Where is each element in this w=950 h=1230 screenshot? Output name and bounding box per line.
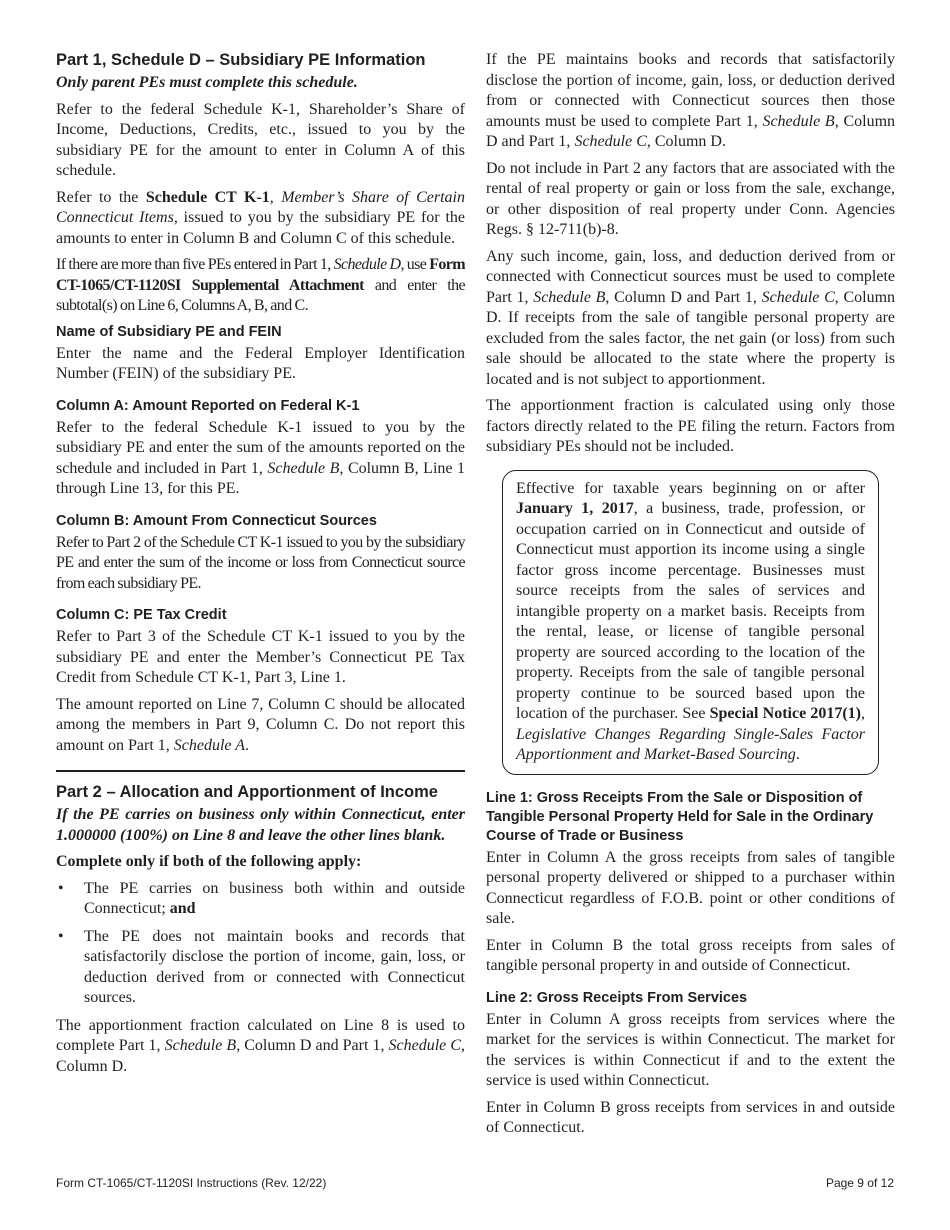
bullet-icon: • [58, 927, 64, 945]
footer-form-name: Form CT-1065/CT-1120SI Instructions (Rev. 12/22) [56, 1176, 327, 1190]
part-2-heading: Part 2 – Allocation and Apportionment of Income [56, 783, 438, 801]
schedule-d-paragraph-1: Refer to the federal Schedule K-1, Shareholder’s Share of Income, Deductions, Credits, etc., issued to you by the subsidiary PE for the amount to enter in Column A of this schedule. [56, 100, 465, 179]
footer-page-number: Page 9 of 12 [825, 1176, 894, 1190]
column-c-heading: Column C: PE Tax Credit [56, 607, 227, 623]
left-column [56, 50, 465, 1083]
line-1-paragraph-2: Enter in Column B the total gross receipts from sales of tangible personal property in and outside of Connecticut. [486, 936, 895, 974]
part-2-condition-label: Complete only if both of the following apply: [56, 853, 362, 870]
column-b-heading: Column B: Amount From Connecticut Sources [56, 512, 377, 529]
schedule-d-heading: Part 1, Schedule D – Subsidiary PE Information [56, 51, 426, 69]
part-2-condition-list [56, 879, 465, 1009]
apportionment-fraction-paragraph: The apportionment fraction is calculated using only those factors directly related to the PE filing the return. Factors from subsidiary PEs should not be included. [486, 397, 895, 455]
column-c-paragraph-1: Refer to Part 3 of the Schedule CT K-1 issued to you by the subsidiary PE and enter the Member’s Connecticut PE Tax Credit from Schedule CT K-1, Part 3, Line 1. [56, 628, 465, 686]
part-2-paragraph: The apportionment fraction calculated on Line 8 is used to complete Part 1, Schedule B, Column D and Part 1, Schedule C, Column D. [56, 1016, 466, 1075]
schedule-d-requirement: Only parent PEs must complete this schedule. [56, 74, 358, 91]
notice-box [502, 470, 879, 775]
section-divider [56, 770, 465, 772]
schedule-d-paragraph-2: Refer to the Schedule CT K-1, Member’s Share of Certain Connecticut Items, issued to you by the subsidiary PE for the amounts to enter in Column B and Column C of this schedule. [56, 188, 466, 247]
column-b-paragraph: Refer to Part 2 of the Schedule CT K-1 issued to you by the subsidiary PE and enter the sum of the income or loss from Connecticut source from each subsidiary PE. [56, 533, 465, 592]
notice-text: Effective for taxable years beginning on or after January 1, 2017, a business, trade, profession, or occupation carried on in Connecticut and outside of Connecticut must apportion its income using a single factor gross income percentage. Businesses must source receipts from the sales of services and intangible property on a market basis. Receipts from the rental, lease, or license of tangible personal property are sourced according to the location of the property. Receipts from the sale of tangible personal property continue to be sourced based upon the location of the purchaser. See Special Notice 2017(1), Legislative Changes Regarding Single-Sales Factor Apportionment and Market-Based Sourcing. [516, 479, 865, 763]
list-item: • The PE does not maintain books and records that satisfactorily disclose the portion of income, gain, loss, or deduction derived from or connected with Connecticut sources. [58, 927, 465, 1006]
name-fein-paragraph: Enter the name and the Federal Employer Identification Number (FEIN) of the subsidiary PE. [56, 344, 465, 382]
list-item: • The PE carries on business both within and outside Connecticut; and [58, 879, 465, 917]
line-2-paragraph-1: Enter in Column A gross receipts from services where the market for the services is within Connecticut. The market for the services is within Connecticut if and to the extent the service is used within Connecticut. [486, 1010, 895, 1089]
bullet-icon: • [58, 879, 64, 897]
line-2-heading: Line 2: Gross Receipts From Services [486, 989, 748, 1006]
line-1-paragraph-1: Enter in Column A the gross receipts from sales of tangible personal property delivered or shipped to a purchaser within Connecticut regardless of F.O.B. point or other conditions of sale. [486, 848, 895, 927]
line-2-paragraph-2: Enter in Column B gross receipts from services in and outside of Connecticut. [486, 1098, 895, 1136]
column-a-paragraph: Refer to the federal Schedule K-1 issued to you by the subsidiary PE and enter the sum of the amounts reported on the schedule and included in Part 1, Schedule B, Column B, Line 1 through Line 13, for this PE. [56, 418, 465, 497]
real-property-paragraph: Do not include in Part 2 any factors that are associated with the rental of real property or gain or loss from the sale, exchange, or other disposition of real property under Conn. Agencies Regs. § 12-711(b)-8. [486, 159, 895, 238]
column-c-paragraph-2: The amount reported on Line 7, Column C should be allocated among the members in Part 9, Column C. Do not report this amount on Part 1, Schedule A. [56, 695, 465, 754]
connecticut-sources-paragraph: Any such income, gain, loss, and deduction derived from or connected with Connecticut sources must be used to complete Part 1, Schedule B, Column D and Part 1, Schedule C, Column D. If receipts from the sale of tangible personal property are excluded from the sales factor, the net gain (or loss) from such sale should be allocated to the state where the property is located and is not subject to apportionment. [486, 247, 896, 388]
column-a-heading: Column A: Amount Reported on Federal K-1 [56, 397, 360, 414]
name-fein-heading: Name of Subsidiary PE and FEIN [56, 323, 282, 340]
line-1-heading: Line 1: Gross Receipts From the Sale or Disposition of Tangible Personal Property Held for Sale in the Ordinary Course of Trade or Business [486, 789, 874, 844]
schedule-d-paragraph-3: If there are more than five PEs entered in Part 1, Schedule D, use Form CT-1065/CT-1120SI Supplemental Attachment and enter the subtotal(s) on Line 6, Columns A, B, and C. [56, 256, 465, 314]
books-records-paragraph: If the PE maintains books and records that satisfactorily disclose the portion of income, gain, loss, or deduction derived from or connected with Connecticut sources then those amounts must be used to complete Part 1, Schedule B, Column D and Part 1, Schedule C, Column D. [486, 51, 896, 150]
part-2-intro: If the PE carries on business only within Connecticut, enter 1.000000 (100%) on Line 8 and leave the other lines blank. [56, 806, 465, 844]
right-column [486, 50, 895, 1145]
